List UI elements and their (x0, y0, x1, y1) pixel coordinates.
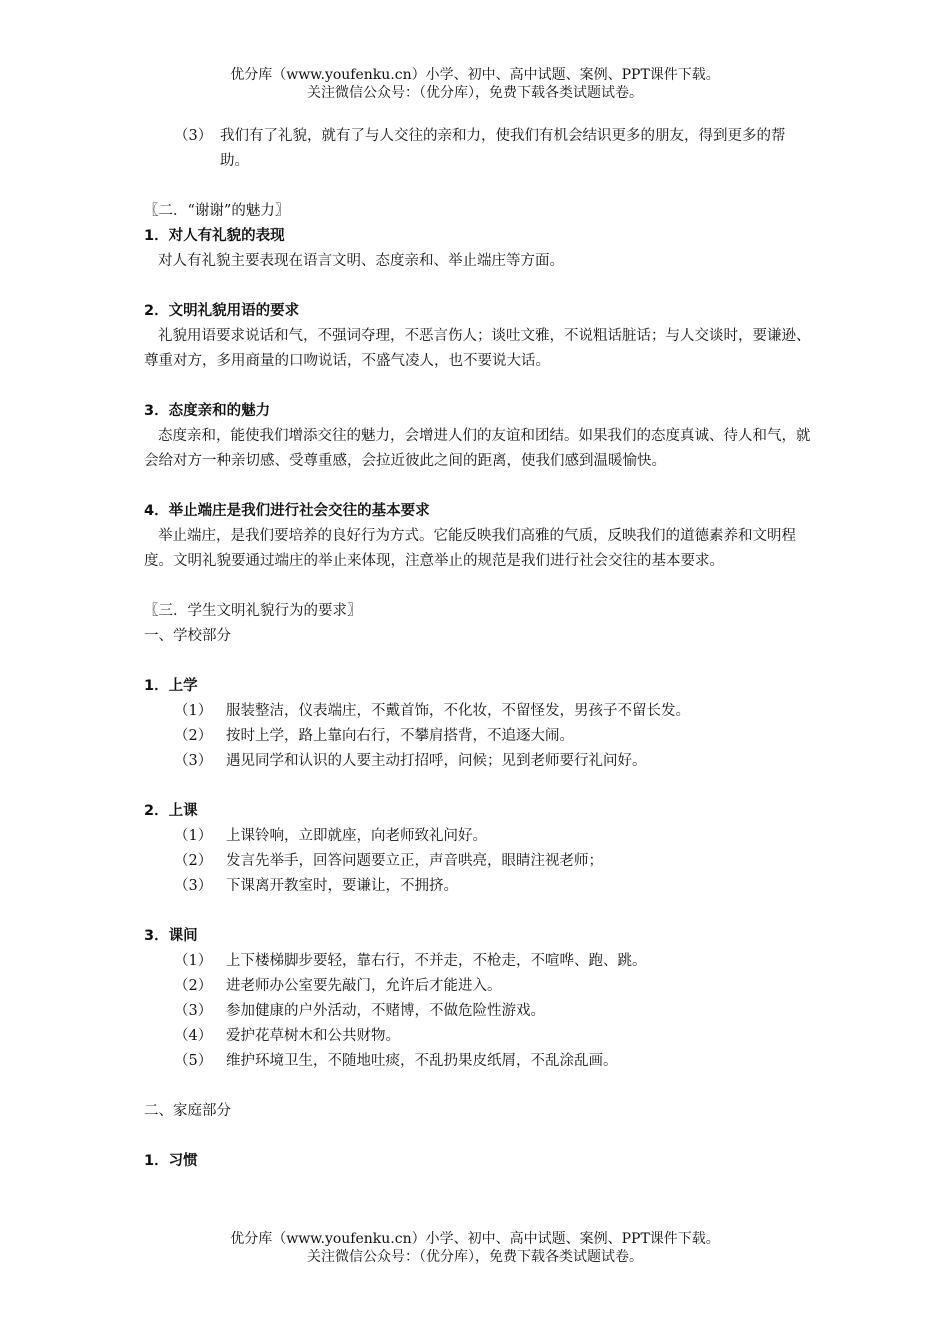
page-header (0, 66, 950, 102)
paragraph: 礼貌用语要求说话和气，不强词夺理，不恶言伤人；谈吐文雅，不说粗话脏话；与人交谈时，要谦逊、尊重对方，多用商量的口吻说话，不盛气凌人，也不要说大话。 (144, 328, 811, 369)
section-three-title: 〖三．学生文明礼貌行为的要求〗 (144, 603, 362, 619)
subsection-title: 3．课间 (144, 928, 198, 944)
subsection-title: 2．上课 (144, 803, 198, 819)
list-item (144, 724, 812, 749)
item-text: 遇见同学和认识的人要主动打招呼，问候；见到老师要行礼问好。 (226, 753, 647, 769)
item-number: （4） (174, 1028, 213, 1044)
list-item (144, 874, 812, 899)
list-item (144, 824, 812, 849)
item-text: 上课铃响，立即就座，向老师致礼问好。 (226, 828, 487, 844)
subsection-title: 1．上学 (144, 678, 198, 694)
item-number: （5） (174, 1053, 213, 1069)
item-number: （2） (174, 978, 213, 994)
list-item (144, 749, 812, 774)
subsection-title: 2．文明礼貌用语的要求 (144, 303, 300, 319)
section-two-title: 〖二．“谢谢”的魅力〗 (144, 203, 290, 219)
paragraph: 态度亲和，能使我们增添交往的魅力，会增进人们的友谊和团结。如果我们的态度真诚、待人和气，就会给对方一种亲切感、受尊重感，会拉近彼此之间的距离，使我们感到温暖愉快。 (144, 428, 811, 469)
item-text: 参加健康的户外活动，不赌博，不做危险性游戏。 (226, 1003, 545, 1019)
item-text: 维护环境卫生，不随地吐痰，不乱扔果皮纸屑，不乱涂乱画。 (226, 1053, 618, 1069)
item-number: （1） (174, 953, 213, 969)
list-item (144, 999, 812, 1024)
item-text: 进老师办公室要先敲门，允许后才能进入。 (226, 978, 502, 994)
list-item (144, 1024, 812, 1049)
document-body (144, 124, 812, 1174)
item-text: 我们有了礼貌，就有了与人交往的亲和力，使我们有机会结识更多的朋友，得到更多的帮助。 (220, 128, 786, 169)
item-text: 服装整洁，仪表端庄，不戴首饰，不化妆，不留怪发，男孩子不留长发。 (226, 703, 690, 719)
list-item (144, 974, 812, 999)
subsection-title: 1．对人有礼貌的表现 (144, 228, 285, 244)
item-number: （3） (174, 753, 213, 769)
list-item (144, 849, 812, 874)
paragraph: 举止端庄，是我们要培养的良好行为方式。它能反映我们高雅的气质，反映我们的道德素养和文明程度。文明礼貌要通过端庄的举止来体现，注意举止的规范是我们进行社会交往的基本要求。 (144, 528, 796, 569)
footer-line-2: 关注微信公众号：（优分库），免费下载各类试题试卷。 (307, 1249, 643, 1265)
item-number: （3） (174, 128, 213, 144)
header-line-1: 优分库（www.youfenku.cn）小学、初中、高中试题、案例、PPT课件下载。 (230, 67, 720, 83)
list-item (144, 1049, 812, 1074)
page-footer (0, 1230, 950, 1266)
item-number: （3） (174, 878, 213, 894)
subsection-title: 1．习惯 (144, 1153, 198, 1169)
item-number: （3） (174, 1003, 213, 1019)
item-text: 爱护花草树木和公共财物。 (226, 1028, 400, 1044)
item-number: （1） (174, 703, 213, 719)
subsection-title: 3．态度亲和的魅力 (144, 403, 271, 419)
header-line-2: 关注微信公众号：（优分库），免费下载各类试题试卷。 (307, 85, 643, 101)
item-number: （2） (174, 728, 213, 744)
item-number: （1） (174, 828, 213, 844)
paragraph: 对人有礼貌主要表现在语言文明、态度亲和、举止端庄等方面。 (158, 253, 564, 269)
part-title-home: 二、家庭部分 (144, 1103, 231, 1119)
item-text: 发言先举手，回答问题要立正，声音哄亮，眼睛注视老师； (226, 853, 603, 869)
part-title-school: 一、学校部分 (144, 628, 231, 644)
list-item (144, 124, 812, 174)
list-item (144, 699, 812, 724)
item-text: 下课离开教室时，要谦让，不拥挤。 (226, 878, 458, 894)
item-text: 按时上学，路上靠向右行，不攀肩搭背，不追逐大闹。 (226, 728, 574, 744)
footer-line-1: 优分库（www.youfenku.cn）小学、初中、高中试题、案例、PPT课件下载。 (230, 1231, 720, 1247)
item-text: 上下楼梯脚步要轻，靠右行，不并走，不枪走，不喧哗、跑、跳。 (226, 953, 647, 969)
item-number: （2） (174, 853, 213, 869)
subsection-title: 4．举止端庄是我们进行社会交往的基本要求 (144, 503, 430, 519)
list-item (144, 949, 812, 974)
